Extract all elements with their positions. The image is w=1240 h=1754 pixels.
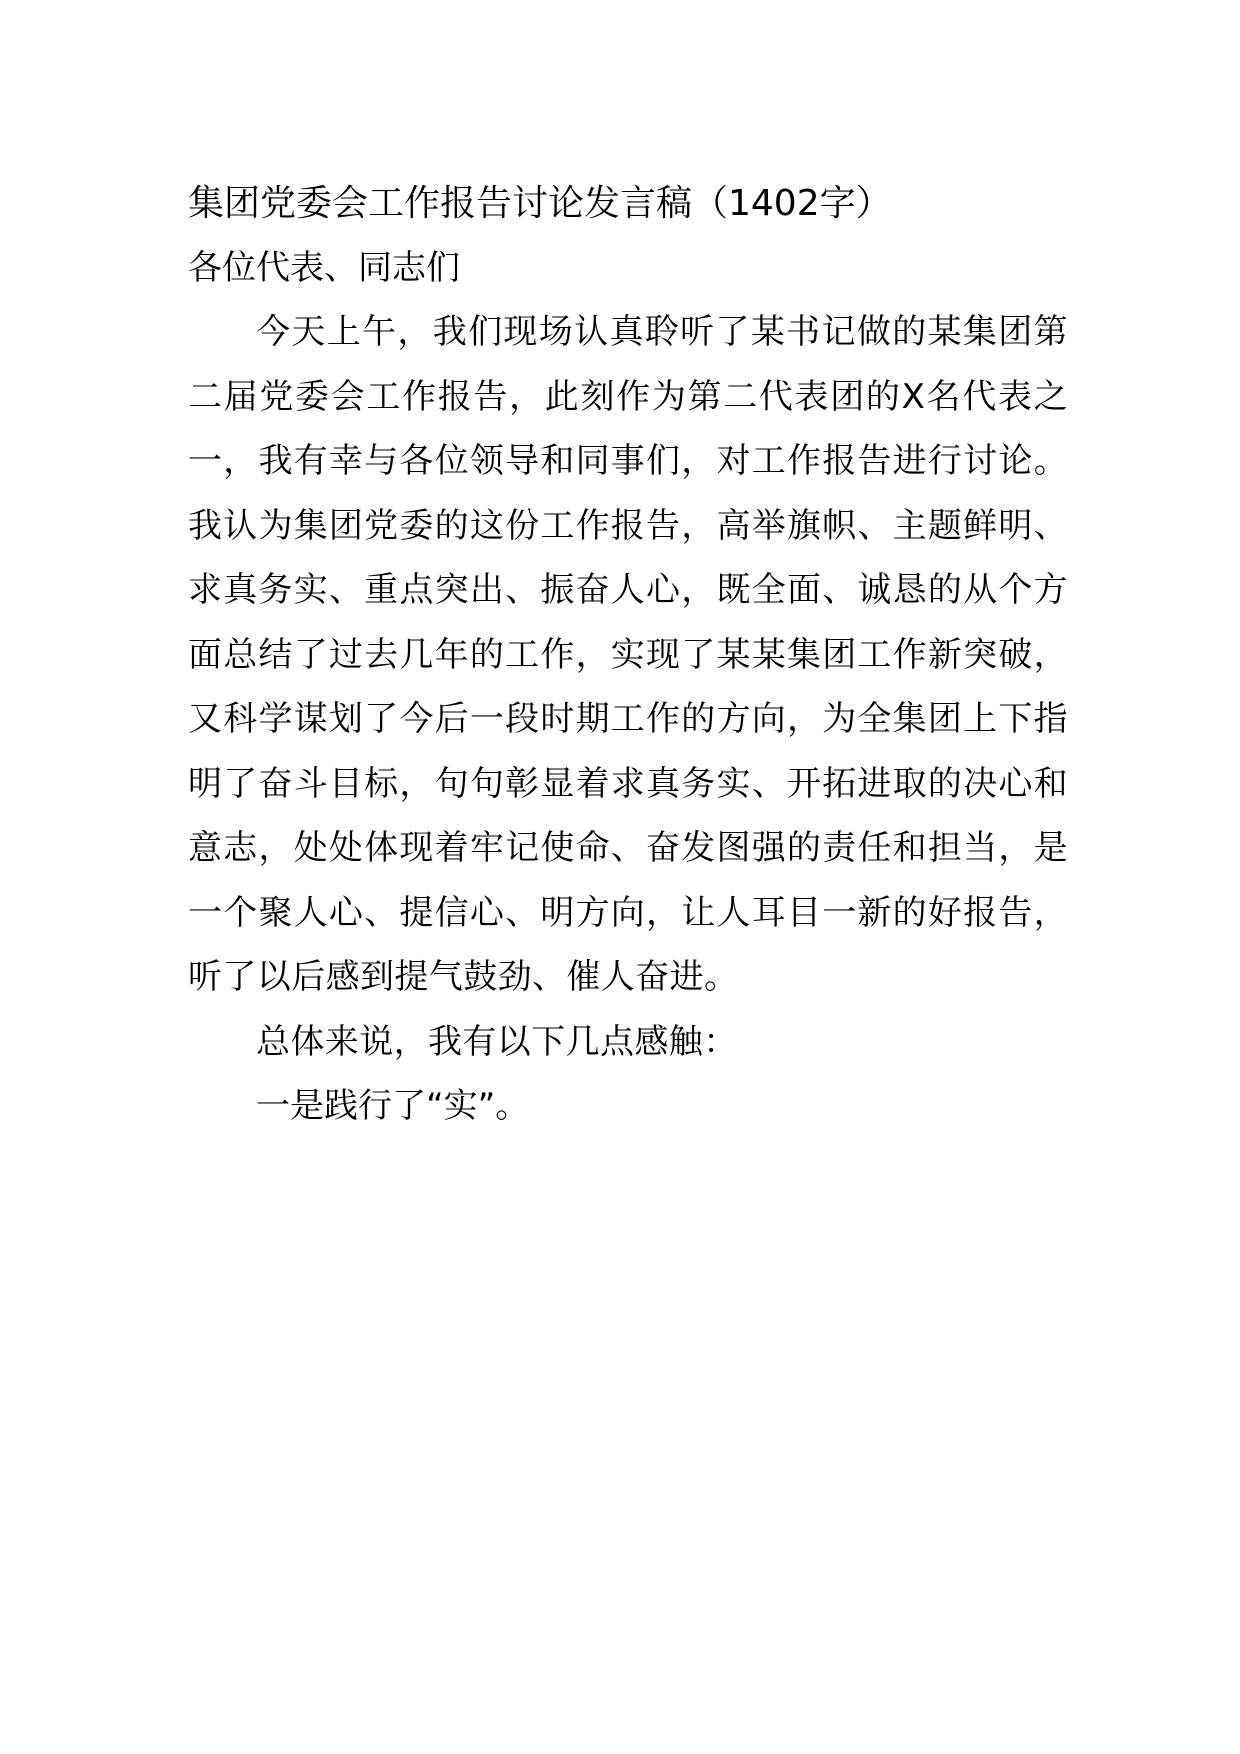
salutation: 各位代表、同志们 [188,248,460,288]
document-body [188,172,1068,1138]
point-heading-1: 一是践行了“实”。 [256,1086,530,1126]
body-paragraph-2: 总体来说，我有以下几点感触： [256,1021,738,1062]
body-paragraph-1: 今天上午，我们现场认真聆听了某书记做的某集团第二届党委会工作报告，此刻作为第二代表团的X名代表之一，我有幸与各位领导和同事们，对工作报告进行讨论。我认为集团党委的这份工作报告，高举旗帜、主题鲜明、求真务实、重点突出、振奋人心，既全面、诚恳的从个方面总结了过去几年的工作，实现了某某集团工作新突破，又科学谋划了今后一段时期工作的方向，为全集团上下指明了奋斗目标，句句彰显着求真务实、开拓进取的决心和意志，处处体现着牢记使命、奋发图强的责任和担当，是一个聚人心、提信心、明方向，让人耳目一新的好报告，听了以后感到提气鼓劲、催人奋进。 [188,312,1068,997]
document-title: 集团党委会工作报告讨论发言稿（1402字） [188,183,892,224]
